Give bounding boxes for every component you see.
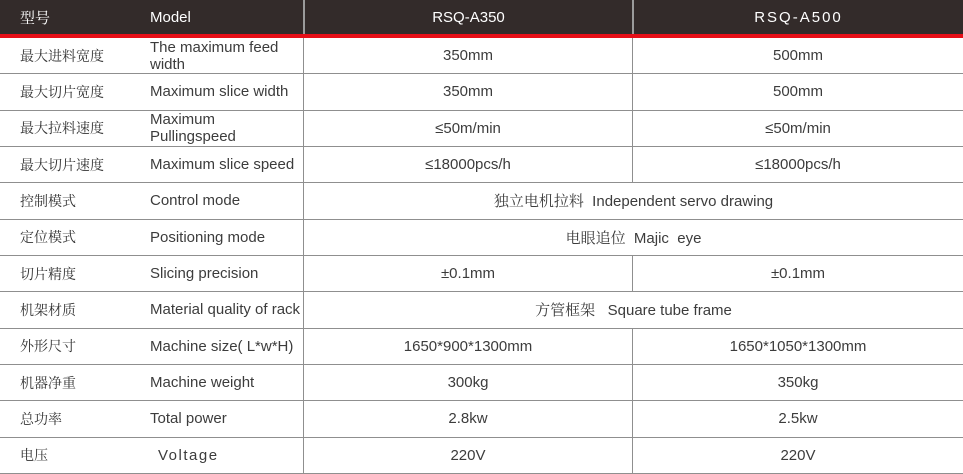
row-label-cn: 机器净重 bbox=[20, 374, 76, 391]
row-value-a350: 350mm bbox=[303, 74, 632, 109]
row-value-a500: 220V bbox=[632, 438, 963, 473]
row-label-cn: 总功率 bbox=[20, 410, 62, 427]
row-label-cn: 切片精度 bbox=[20, 265, 76, 282]
table-row-voltage bbox=[0, 438, 963, 474]
row-value-a500: 2.5kw bbox=[632, 401, 963, 436]
row-label-cn: 机架材质 bbox=[20, 301, 76, 318]
row-label-en: Material quality of rack bbox=[150, 301, 301, 319]
row-label-en: Slicing precision bbox=[150, 265, 259, 283]
row-value-a350: ±0.1mm bbox=[303, 256, 632, 291]
row-label-en: The maximum feed width bbox=[150, 38, 279, 73]
header-cell-model-en: Model bbox=[150, 8, 191, 26]
row-value-merged: 独立电机拉料 Independent servo drawing bbox=[303, 183, 963, 218]
table-row-slice-width bbox=[0, 74, 963, 110]
table-row-slice-speed bbox=[0, 147, 963, 183]
row-value-a500: 1650*1050*1300mm bbox=[632, 329, 963, 364]
row-label-en: Voltage bbox=[158, 446, 219, 464]
table-header-row bbox=[0, 0, 963, 34]
table-row-control-mode bbox=[0, 183, 963, 219]
row-value-a350: ≤50m/min bbox=[303, 111, 632, 146]
row-label-en: Machine size( L*w*H) bbox=[150, 337, 294, 355]
row-value-a500: ±0.1mm bbox=[632, 256, 963, 291]
row-label-en: Total power bbox=[150, 410, 227, 428]
row-value-a350: 300kg bbox=[303, 365, 632, 400]
row-label-en: Maximum Pullingspeed bbox=[150, 111, 236, 146]
header-cell-rsq-a350: RSQ-A350 bbox=[303, 0, 632, 34]
table-row-total-power bbox=[0, 401, 963, 437]
row-label-cn: 控制模式 bbox=[20, 192, 76, 209]
row-label-en: Maximum slice speed bbox=[150, 156, 295, 174]
row-value-a350: 350mm bbox=[303, 38, 632, 73]
header-cell-model-cn: 型号 bbox=[20, 9, 51, 27]
table-row-feed-width bbox=[0, 38, 963, 74]
table-row-slicing-precision bbox=[0, 256, 963, 292]
row-value-a500: 350kg bbox=[632, 365, 963, 400]
row-value-a500: 500mm bbox=[632, 74, 963, 109]
row-label-cn: 最大拉料速度 bbox=[20, 120, 104, 137]
row-label-cn: 最大切片宽度 bbox=[20, 83, 104, 100]
row-value-a500: ≤50m/min bbox=[632, 111, 963, 146]
row-label-en: Maximum slice width bbox=[150, 83, 289, 101]
row-value-merged: 电眼追位 Majic eye bbox=[303, 220, 963, 255]
row-label-en: Positioning mode bbox=[150, 228, 266, 246]
row-value-a350: ≤18000pcs/h bbox=[303, 147, 632, 182]
row-label-en: Control mode bbox=[150, 192, 241, 210]
table-row-positioning-mode bbox=[0, 220, 963, 256]
row-value-merged: 方管框架 Square tube frame bbox=[303, 292, 963, 327]
row-value-a350: 220V bbox=[303, 438, 632, 473]
table-body bbox=[0, 38, 963, 474]
row-value-a500: ≤18000pcs/h bbox=[632, 147, 963, 182]
row-value-a350: 2.8kw bbox=[303, 401, 632, 436]
row-label-en: Machine weight bbox=[150, 374, 255, 392]
row-label-cn: 外形尺寸 bbox=[20, 338, 76, 355]
table-row-pulling-speed bbox=[0, 111, 963, 147]
table-row-rack-material bbox=[0, 292, 963, 328]
row-label-cn: 定位模式 bbox=[20, 229, 76, 246]
header-cell-rsq-a500: RSQ-A500 bbox=[632, 0, 963, 34]
row-label-cn: 最大进料宽度 bbox=[20, 47, 104, 64]
row-label-cn: 电压 bbox=[20, 447, 48, 464]
row-value-a350: 1650*900*1300mm bbox=[303, 329, 632, 364]
row-label-cn: 最大切片速度 bbox=[20, 156, 104, 173]
table-row-machine-weight bbox=[0, 365, 963, 401]
table-row-machine-size bbox=[0, 329, 963, 365]
row-value-a500: 500mm bbox=[632, 38, 963, 73]
